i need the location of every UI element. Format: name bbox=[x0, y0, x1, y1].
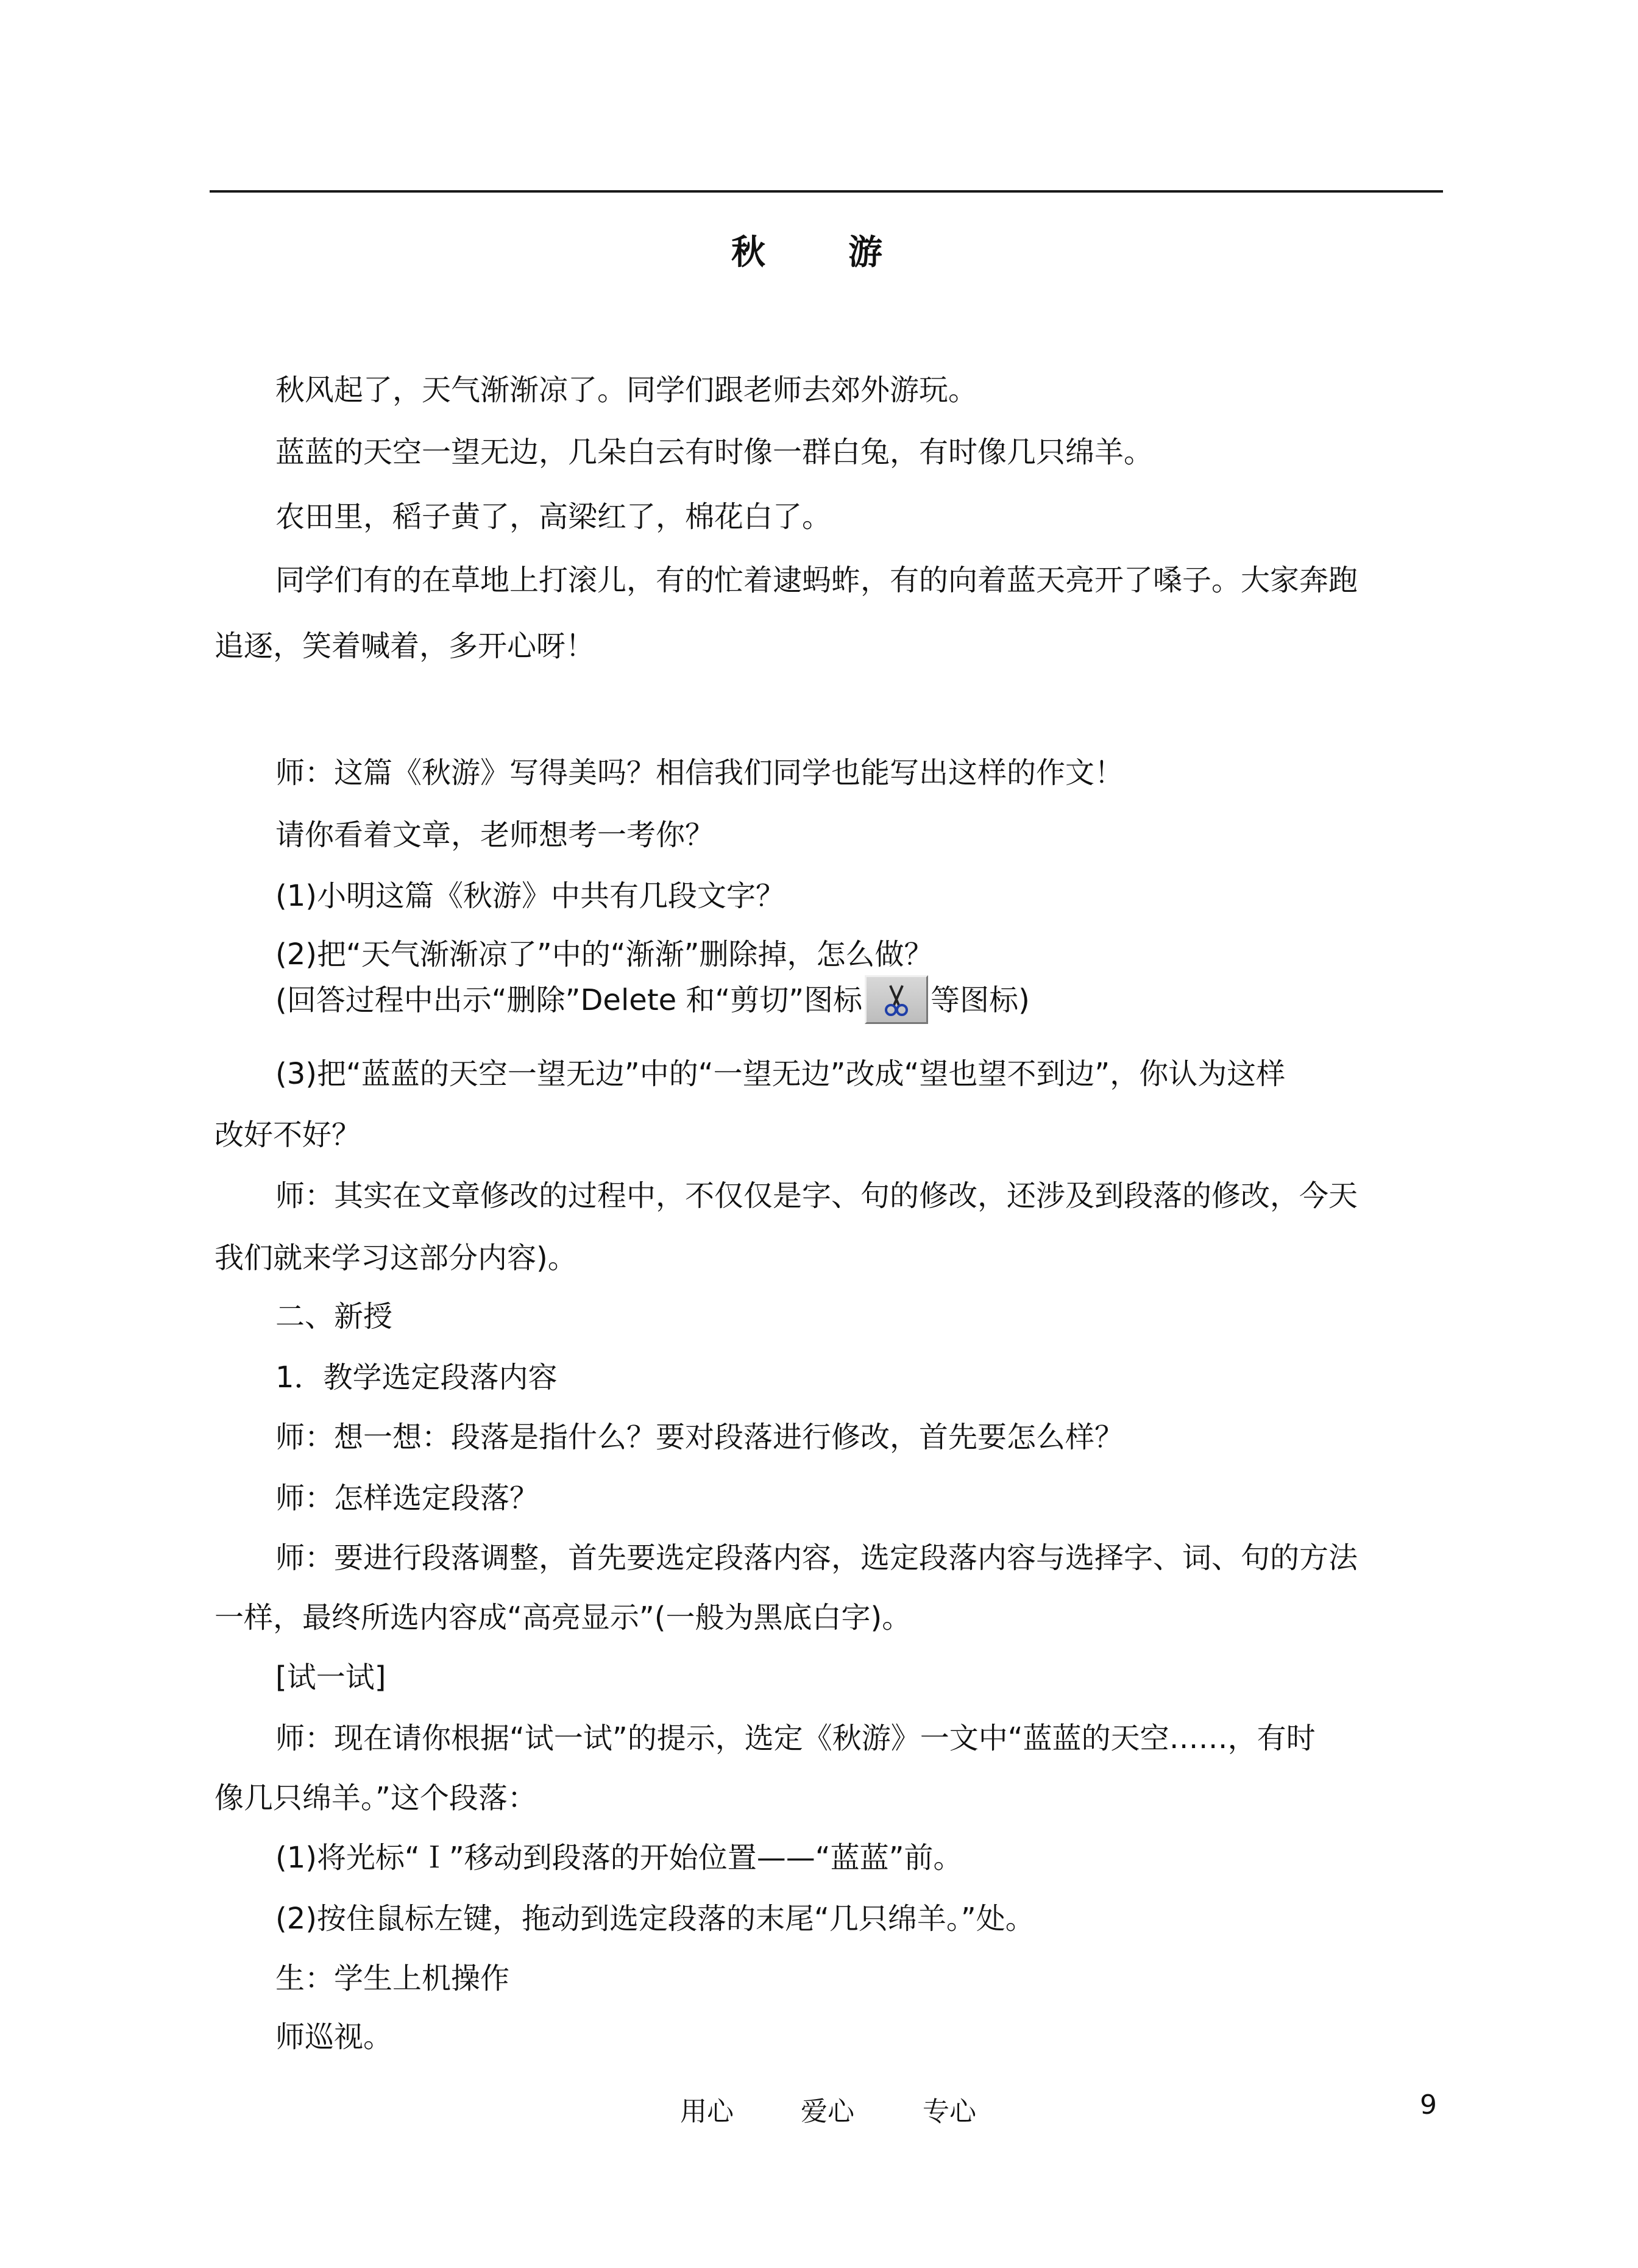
page-number: 9 bbox=[1420, 2089, 1437, 2120]
question-1: (1)小明这篇《秋游》中共有几段文字？ bbox=[275, 879, 785, 913]
subsection-heading: 1．教学选定段落内容 bbox=[275, 1360, 558, 1395]
footer-motto-2: 爱心 bbox=[801, 2096, 854, 2127]
body-line: 师：其实在文章修改的过程中，不仅仅是字、句的修改，还涉及到段落的修改，今天 bbox=[275, 1179, 1358, 1213]
question-2: (2)把“天气渐渐凉了”中的“渐渐”删除掉，怎么做？ bbox=[275, 937, 934, 972]
body-line: 师巡视。 bbox=[275, 2020, 393, 2054]
page-title: 秋 游 bbox=[731, 233, 907, 272]
cut-button[interactable] bbox=[865, 975, 928, 1024]
header-rule bbox=[210, 190, 1443, 193]
body-line: 师：怎样选定段落？ bbox=[275, 1481, 539, 1515]
body-line: 师：这篇《秋游》写得美吗？相信我们同学也能写出这样的作文！ bbox=[275, 756, 1124, 790]
body-line: 师：想一想：段落是指什么？要对段落进行修改，首先要怎么样？ bbox=[275, 1420, 1124, 1454]
body-line: 请你看着文章，老师想考一考你？ bbox=[275, 818, 715, 852]
note-text-end: 等图标) bbox=[931, 983, 1030, 1017]
story-paragraph-1: 秋风起了，天气渐渐凉了。同学们跟老师去郊外游玩。 bbox=[275, 373, 978, 407]
question-3-cont: 改好不好？ bbox=[214, 1118, 361, 1152]
question-3: (3)把“蓝蓝的天空一望无边”中的“一望无边”改成“望也望不到边”，你认为这样 bbox=[275, 1057, 1286, 1091]
footer-motto-3: 专心 bbox=[923, 2096, 976, 2127]
scissors-icon bbox=[882, 983, 911, 1017]
story-paragraph-4-cont: 追逐，笑着喊着，多开心呀！ bbox=[214, 629, 595, 663]
body-line: 像几只绵羊。”这个段落： bbox=[214, 1781, 537, 1815]
body-line: 一样，最终所选内容成“高亮显示”(一般为黑底白字)。 bbox=[214, 1601, 912, 1635]
body-line: 师：现在请你根据“试一试”的提示，选定《秋游》一文中“蓝蓝的天空……，有时 bbox=[275, 1721, 1316, 1755]
body-line: 师：要进行段落调整，首先要选定段落内容，选定段落内容与选择字、词、句的方法 bbox=[275, 1541, 1358, 1575]
step-2: (2)按住鼠标左键，拖动到选定段落的末尾“几只绵羊。”处。 bbox=[275, 1902, 1035, 1936]
footer-motto-1: 用心 bbox=[680, 2096, 734, 2127]
step-1: (1)将光标“Ｉ”移动到段落的开始位置——“蓝蓝”前。 bbox=[275, 1841, 963, 1875]
story-paragraph-2: 蓝蓝的天空一望无边，几朵白云有时像一群白兔，有时像几只绵羊。 bbox=[275, 435, 1154, 469]
body-line: 我们就来学习这部分内容)。 bbox=[214, 1241, 577, 1275]
question-2-note bbox=[275, 978, 1509, 1026]
story-paragraph-4: 同学们有的在草地上打滚儿，有的忙着逮蚂蚱，有的向着蓝天亮开了嗓子。大家奔跑 bbox=[275, 563, 1358, 597]
story-paragraph-3: 农田里，稻子黄了，高梁红了，棉花白了。 bbox=[275, 500, 832, 534]
try-it-label: [试一试] bbox=[275, 1660, 386, 1694]
note-text: (回答过程中出示“删除”Delete 和“剪切”图标 bbox=[275, 983, 863, 1017]
body-line: 生：学生上机操作 bbox=[275, 1961, 510, 1996]
section-heading: 二、新授 bbox=[275, 1299, 393, 1334]
